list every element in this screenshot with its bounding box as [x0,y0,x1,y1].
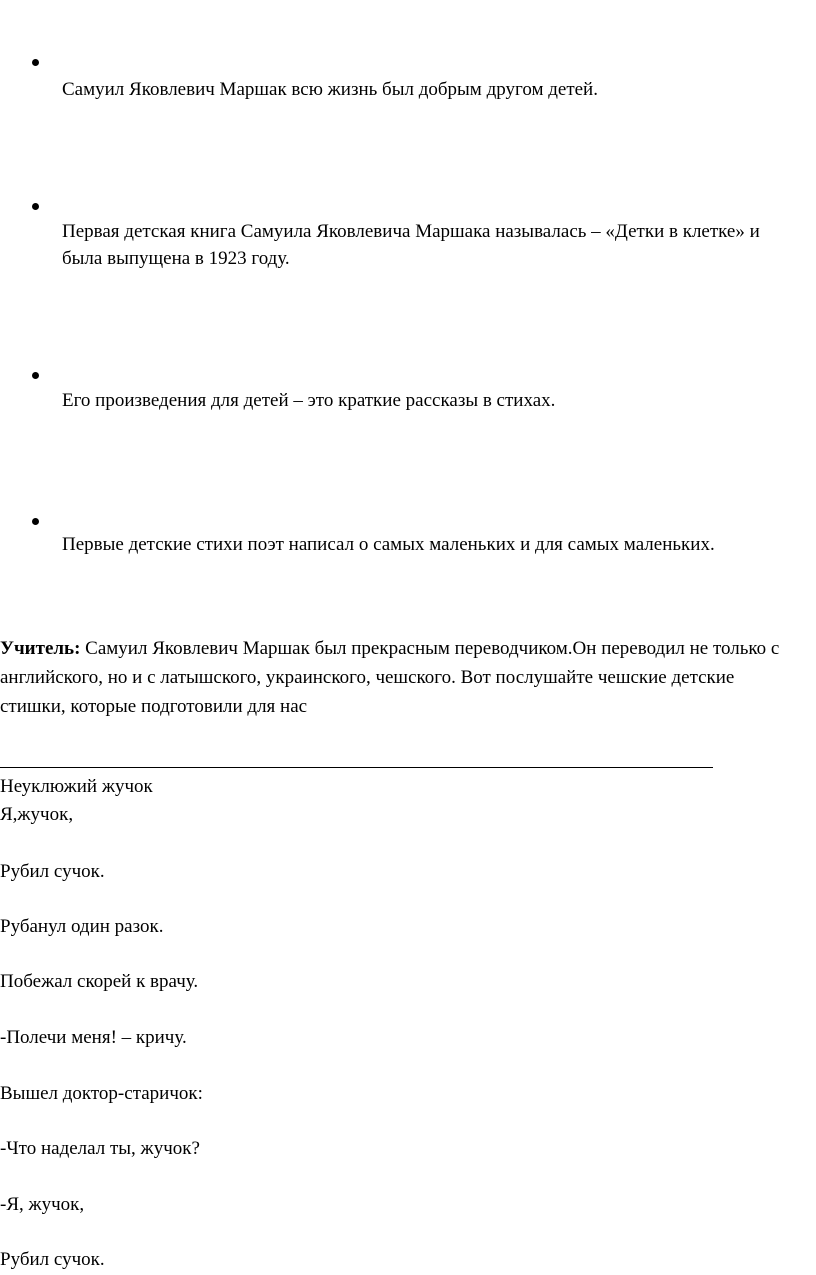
poem-line: -Что наделал ты, жучок? [0,1138,200,1159]
bullet-dot-icon [32,518,39,525]
poem-line: Побежал скорей к врачу. [0,971,199,992]
poem-line: -Полечи меня! – кричу. [0,1027,187,1048]
bullet-dot-icon [32,59,39,66]
poem-line: -Я, жучок, [0,1194,85,1215]
bullet-text: Его произведения для детей – это краткие рассказы в стихах. [62,390,556,411]
separator-line [0,767,713,768]
bullet-text: Первая детская книга Самуила Яковлевича Маршака называлась – «Детки в клетке» и была выпущена в 1923 году. [62,221,760,269]
teacher-label: Учитель: [0,638,81,659]
teacher-text: Самуил Яковлевич Маршак был прекрасным переводчиком.Он переводил не только с английского, но и с латышского, украинского, чешского. Вот послушайте чешские детские стишки, которые подготовили для нас [0,638,780,717]
teacher-paragraph [0,634,800,721]
bullet-dot-icon [32,203,39,210]
poem-line: Рубил сучок. [0,1249,105,1270]
bullet-text: Первые детские стихи поэт написал о самых маленьких и для самых маленьких. [62,534,715,555]
poem-line: Рубил сучок. [0,861,105,882]
bullet-text: Самуил Яковлевич Маршак всю жизнь был добрым другом детей. [62,79,598,100]
poem-title: Неуклюжий жучок [0,776,153,797]
poem-line: Я,жучок, [0,804,74,825]
poem-line: Рубанул один разок. [0,916,164,937]
bullet-dot-icon [32,372,39,379]
poem-line: Вышел доктор-старичок: [0,1083,203,1104]
